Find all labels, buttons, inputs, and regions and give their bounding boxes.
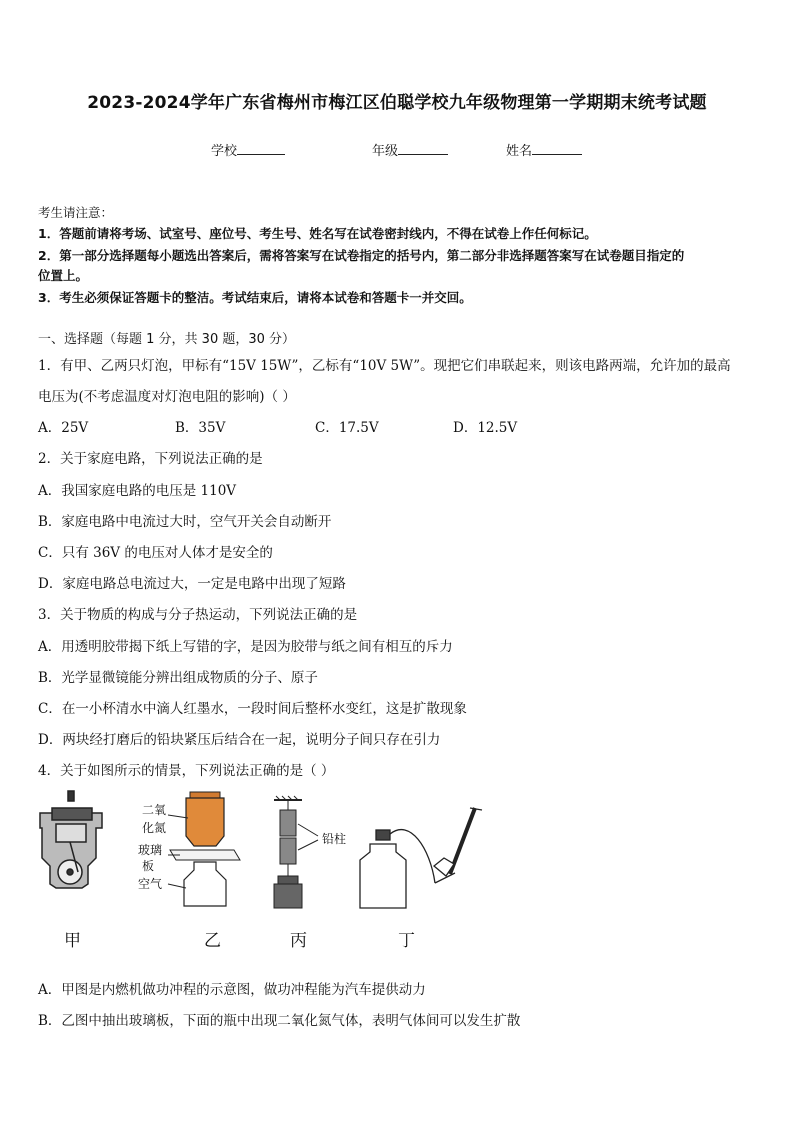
q4-figure (30, 788, 500, 918)
notice-item-2-cont: 位置上。 (38, 268, 89, 283)
q1-option-b: B．35V (175, 420, 226, 436)
q3-option-b: B．光学显微镜能分辨出组成物质的分子、原子 (38, 670, 318, 686)
notice-heading: 考生请注意： (38, 205, 114, 220)
q1-option-d: D．12.5V (453, 420, 518, 436)
engine-diagram (40, 791, 102, 888)
exam-title: 2023-2024学年广东省梅州市梅江区伯聪学校九年级物理第一学期期末统考试题 (87, 93, 707, 113)
grade-blank (398, 140, 448, 155)
lead-cylinders-diagram (274, 796, 318, 908)
q1-stem-line1: 1．有甲、乙两只灯泡，甲标有“15V 15W”，乙标有“10V 5W”。现把它们串联起来，则该电路两端，允许加的最高 (38, 358, 731, 374)
q2-option-b: B．家庭电路中电流过大时，空气开关会自动断开 (38, 514, 332, 530)
figure-bing-text: 铅柱 (322, 832, 347, 846)
school-label: 学校 (211, 144, 238, 159)
notice-item-1: 1．答题前请将考场、试室号、座位号、考生号、姓名写在试卷密封线内，不得在试卷上作任何标记。 (38, 226, 597, 241)
q2-option-a: A．我国家庭电路的电压是 110V (38, 483, 237, 499)
q3-stem: 3．关于物质的构成与分子热运动，下列说法正确的是 (38, 607, 358, 623)
q4-option-a: A．甲图是内燃机做功冲程的示意图，做功冲程能为汽车提供动力 (38, 982, 426, 998)
q3-option-c: C．在一小杯清水中滴人红墨水，一段时间后整杯水变红，这是扩散现象 (38, 701, 467, 717)
notice-item-3: 3．考生必须保证答题卡的整洁。考试结束后，请将本试卷和答题卡一并交回。 (38, 290, 472, 305)
figure-yi-text-4: 板 (142, 859, 155, 873)
school-blank (237, 140, 285, 155)
figure-yi-text-1: 二氧 (142, 803, 167, 817)
figure-yi-text-3: 玻璃 (138, 843, 163, 857)
notice-item-2: 2．第一部分选择题每小题选出答案后，需将答案写在试卷指定的括号内，第二部分非选择题答案写在试卷题目指定的 (38, 248, 685, 263)
q4-stem: 4．关于如图所示的情景，下列说法正确的是（ ） (38, 763, 335, 779)
grade-field (372, 140, 448, 159)
bottle-pump-diagram (360, 808, 482, 908)
q4-option-b: B．乙图中抽出玻璃板，下面的瓶中出现二氧化氮气体，表明气体间可以发生扩散 (38, 1013, 521, 1029)
q3-option-d: D．两块经打磨后的铅块紧压后结合在一起，说明分子间只存在引力 (38, 732, 441, 748)
name-blank (532, 140, 582, 155)
q1-option-a: A．25V (38, 420, 89, 436)
figure-label-bing: 丙 (290, 931, 307, 951)
q1-option-c: C．17.5V (315, 420, 379, 436)
q2-option-c: C．只有 36V 的电压对人体才是安全的 (38, 545, 273, 561)
q2-stem: 2．关于家庭电路，下列说法正确的是 (38, 451, 263, 467)
q2-option-d: D．家庭电路总电流过大，一定是电路中出现了短路 (38, 576, 346, 592)
name-label: 姓名 (506, 144, 533, 159)
q1-stem-line2: 电压为(不考虑温度对灯泡电阻的影响)（ ） (38, 389, 296, 405)
figure-yi-text-5: 空气 (138, 877, 163, 891)
figure-label-ding: 丁 (398, 931, 415, 951)
q3-option-a: A．用透明胶带揭下纸上写错的字，是因为胶带与纸之间有相互的斥力 (38, 639, 453, 655)
school-field (211, 140, 285, 159)
section-heading: 一、选择题（每题 1 分，共 30 题，30 分） (38, 332, 296, 347)
figure-label-yi: 乙 (204, 931, 221, 951)
figure-label-jia: 甲 (64, 931, 81, 951)
diffusion-bottles-diagram (168, 792, 240, 906)
figure-yi-text-2: 化氮 (142, 821, 167, 835)
grade-label: 年级 (372, 144, 399, 159)
name-field (506, 140, 582, 159)
